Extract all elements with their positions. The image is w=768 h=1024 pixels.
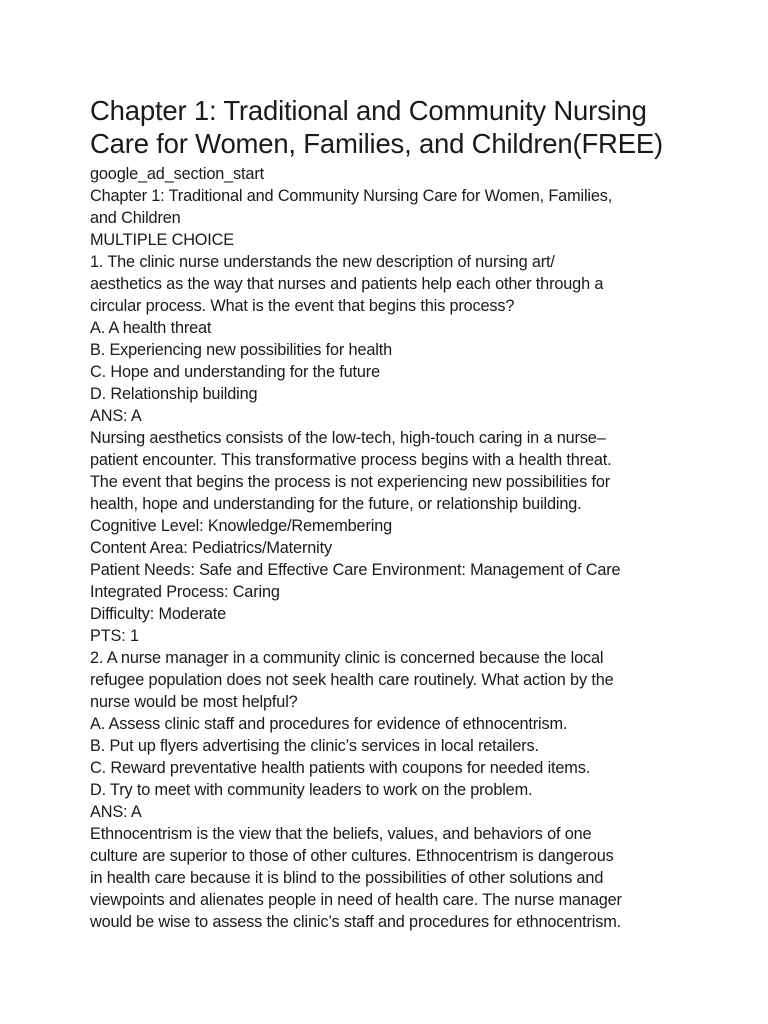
question-2-stem: nurse would be most helpful? [90,693,298,711]
question-1-stem: 1. The clinic nurse understands the new description of nursing art/ [90,253,555,271]
question-1-option-c: C. Hope and understanding for the future [90,363,380,381]
question-1-rationale: The event that begins the process is not experiencing new possibilities for [90,473,610,491]
question-2-rationale: viewpoints and alienates people in need of health care. The nurse manager [90,891,622,909]
question-1-content-area: Content Area: Pediatrics/Maternity [90,539,332,557]
question-2-rationale: Ethnocentrism is the view that the beliefs, values, and behaviors of one [90,825,592,843]
section-heading: MULTIPLE CHOICE [90,231,235,249]
question-2-option-b: B. Put up flyers advertising the clinic’s services in local retailers. [90,737,539,755]
question-2-option-c: C. Reward preventative health patients with coupons for needed items. [90,759,591,777]
question-2-option-a: A. Assess clinic staff and procedures for evidence of ethnocentrism. [90,715,568,733]
question-1-rationale: health, hope and understanding for the future, or relationship building. [90,495,582,513]
ad-section-marker: google_ad_section_start [90,165,264,183]
question-1-answer: ANS: A [90,407,142,425]
question-1-stem: circular process. What is the event that begins this process? [90,297,515,315]
chapter-heading: Chapter 1: Traditional and Community Nursing Care for Women, Families, [90,187,613,205]
document-page [90,94,730,933]
question-2-option-d: D. Try to meet with community leaders to work on the problem. [90,781,533,799]
question-2-answer: ANS: A [90,803,142,821]
question-1-rationale: patient encounter. This transformative process begins with a health threat. [90,451,612,469]
question-2-stem: 2. A nurse manager in a community clinic is concerned because the local [90,649,604,667]
title-line: Care for Women, Families, and Children(FREE) [90,128,663,159]
document-body [90,163,730,933]
question-1-patient-needs: Patient Needs: Safe and Effective Care Environment: Management of Care [90,561,621,579]
question-1-cognitive-level: Cognitive Level: Knowledge/Remembering [90,517,393,535]
document-title [90,94,730,160]
question-2-rationale: culture are superior to those of other cultures. Ethnocentrism is dangerous [90,847,614,865]
title-line: Chapter 1: Traditional and Community Nursing [90,95,647,126]
question-1-difficulty: Difficulty: Moderate [90,605,227,623]
question-1-option-b: B. Experiencing new possibilities for health [90,341,393,359]
question-1-rationale: Nursing aesthetics consists of the low-tech, high-touch caring in a nurse– [90,429,606,447]
chapter-heading: and Children [90,209,181,227]
question-1-option-d: D. Relationship building [90,385,258,403]
question-1-option-a: A. A health threat [90,319,212,337]
question-2-rationale: in health care because it is blind to the possibilities of other solutions and [90,869,604,887]
question-1-stem: aesthetics as the way that nurses and patients help each other through a [90,275,604,293]
question-2-stem: refugee population does not seek health care routinely. What action by the [90,671,614,689]
question-1-integrated-process: Integrated Process: Caring [90,583,280,601]
question-2-rationale: would be wise to assess the clinic’s staff and procedures for ethnocentrism. [90,913,621,931]
question-1-points: PTS: 1 [90,627,139,645]
